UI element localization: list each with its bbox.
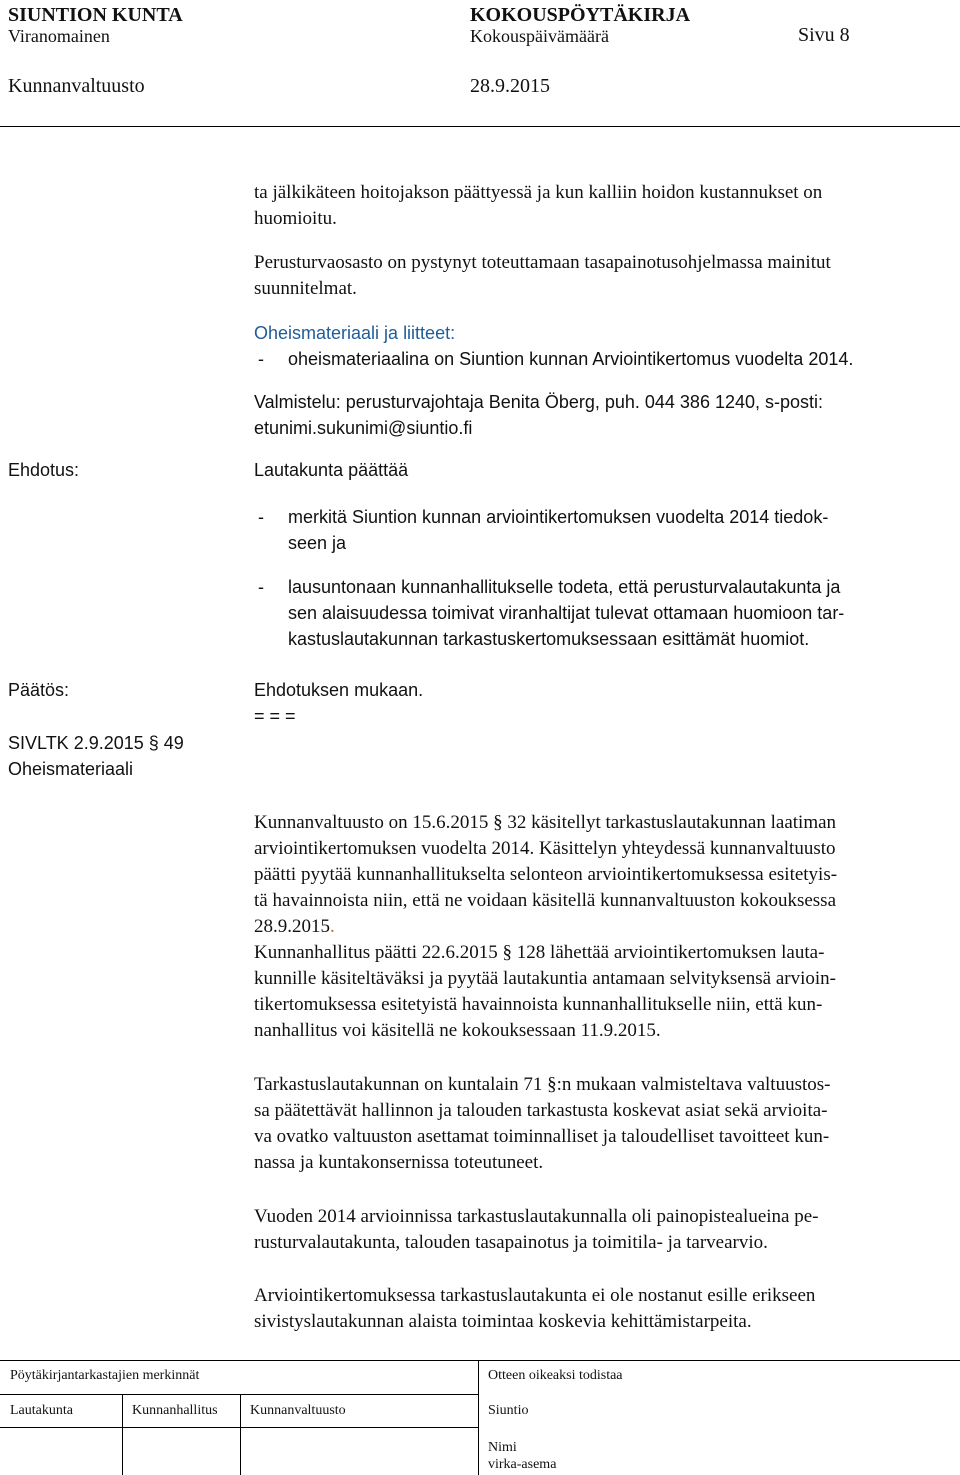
authority-name: Kunnanvaltuusto	[8, 75, 145, 97]
certified-label: Otteen oikeaksi todistaa	[488, 1368, 623, 1383]
audit-paragraph: Tarkastuslautakunnan on kuntalain 71 §:n mukaan valmisteltava valtuustos- sa päätettävät hallinnon ja talouden tarkastusta koskevat asiat sekä arvioita- va ovatko valtuuston asettamat toiminnalliset ja taloudelliset tavoitteet kun- nassa ja kuntakonsernissa toteutuneet.	[254, 1074, 831, 1173]
attachment-item: - oheismateriaalina on Siuntion kunnan Arviointikertomus vuodelta 2014.	[258, 349, 854, 369]
history-paragraph: Kunnanvaltuusto on 15.6.2015 § 32 käsitellyt tarkastuslautakunnan laatiman arviointikertomuksen vuodelta 2014. Käsittelyn yhteydessä kunnanvaltuusto päätti pyytää kunnanhallitukselta selonteon arviointikertomuksessa esitetyis- tä havainnoista niin, että ne voidaan käsitellä kunnanvaltuuston kokouksessa 28.9.2015. Kunnanhallitus päätti 22.6.2015 § 128 lähettää arviointikertomuksen lauta- kunnille käsiteltäväksi ja pyytää lautakuntia antamaan selvityksensä arvioin- tikertomuksessa esitetyistä havainnoista kunnanhallitukselle niin, että kun- nanhallitus voi käsitellä ne kokouksessaan 11.9.2015.	[254, 812, 838, 1041]
footer-col-lautakunta: Lautakunta	[10, 1403, 73, 1418]
decision-separator: = = =	[254, 706, 296, 726]
footer-col-divider-1	[122, 1394, 123, 1475]
footer-place: Siuntio	[488, 1403, 529, 1418]
reference-attachment: Oheismateriaali	[8, 759, 134, 779]
proposal-heading: Lautakunta päättää	[254, 460, 409, 480]
authority-label: Viranomainen	[8, 26, 110, 46]
footer-rule	[0, 1360, 960, 1361]
intro-paragraph-2: Perusturvaosasto on pystynyt toteuttamaan tasapainotusohjelmassa mainitut suunnitelmat.	[254, 252, 831, 299]
footer-col-kunnanhallitus: Kunnanhallitus	[132, 1403, 218, 1418]
footer-row-rule-left	[0, 1394, 478, 1395]
proposal-label: Ehdotus:	[8, 460, 80, 480]
examiners-label: Pöytäkirjantarkastajien merkinnät	[10, 1368, 200, 1383]
decision-text: Ehdotuksen mukaan.	[254, 680, 424, 700]
conclusion-paragraph: Arviointikertomuksessa tarkastuslautakunta ei ole nostanut esille erikseen sivistyslautakunnan alaista toimintaa koskevia kehittämistarpeita.	[254, 1285, 816, 1332]
reference-number: SIVLTK 2.9.2015 § 49	[8, 733, 184, 753]
intro-paragraph-1: ta jälkikäteen hoitojakson päättyessä ja kun kalliin hoidon kustannukset on huomioitu.	[254, 182, 823, 229]
footer-position-label: virka-asema	[488, 1457, 557, 1472]
meeting-date: 28.9.2015	[470, 75, 550, 97]
footer-row-rule-left-2	[0, 1427, 478, 1428]
decision-label: Päätös:	[8, 680, 70, 700]
organization-name: SIUNTION KUNTA	[8, 4, 183, 26]
attachments-section	[254, 320, 954, 372]
page-number: Sivu 8	[798, 24, 850, 46]
meeting-date-label: Kokouspäivämäärä	[470, 26, 609, 46]
footer-divider	[478, 1360, 479, 1475]
attachments-heading: Oheismateriaali ja liitteet:	[254, 323, 456, 343]
proposal-item-2: - lausuntonaan kunnanhallitukselle todeta, että perusturvalautakunta ja sen alaisuudessa toimivat viranhaltijat tulevat ottamaan huomioon tar- kastuslautakunnan tarkastuskertomuksessaan esittämät huomiot.	[258, 577, 845, 649]
proposal-item-1: - merkitä Siuntion kunnan arviointikertomuksen vuodelta 2014 tiedok- seen ja	[258, 507, 829, 553]
footer-col-divider-2	[240, 1394, 241, 1475]
footer-name-label: Nimi	[488, 1440, 517, 1455]
document-type: KOKOUSPÖYTÄKIRJA	[470, 4, 691, 26]
focus-areas-paragraph: Vuoden 2014 arvioinnissa tarkastuslautakunnalla oli painopistealueina pe- rusturvalautakunta, talouden tasapainotus ja toimitila- ja tarvearvio.	[254, 1206, 819, 1253]
header-rule	[0, 126, 960, 127]
preparation-info: Valmistelu: perusturvajohtaja Benita Öberg, puh. 044 386 1240, s-posti: etunimi.sukunimi@siuntio.fi	[254, 392, 824, 438]
footer-col-kunnanvaltuusto: Kunnanvaltuusto	[250, 1403, 346, 1418]
